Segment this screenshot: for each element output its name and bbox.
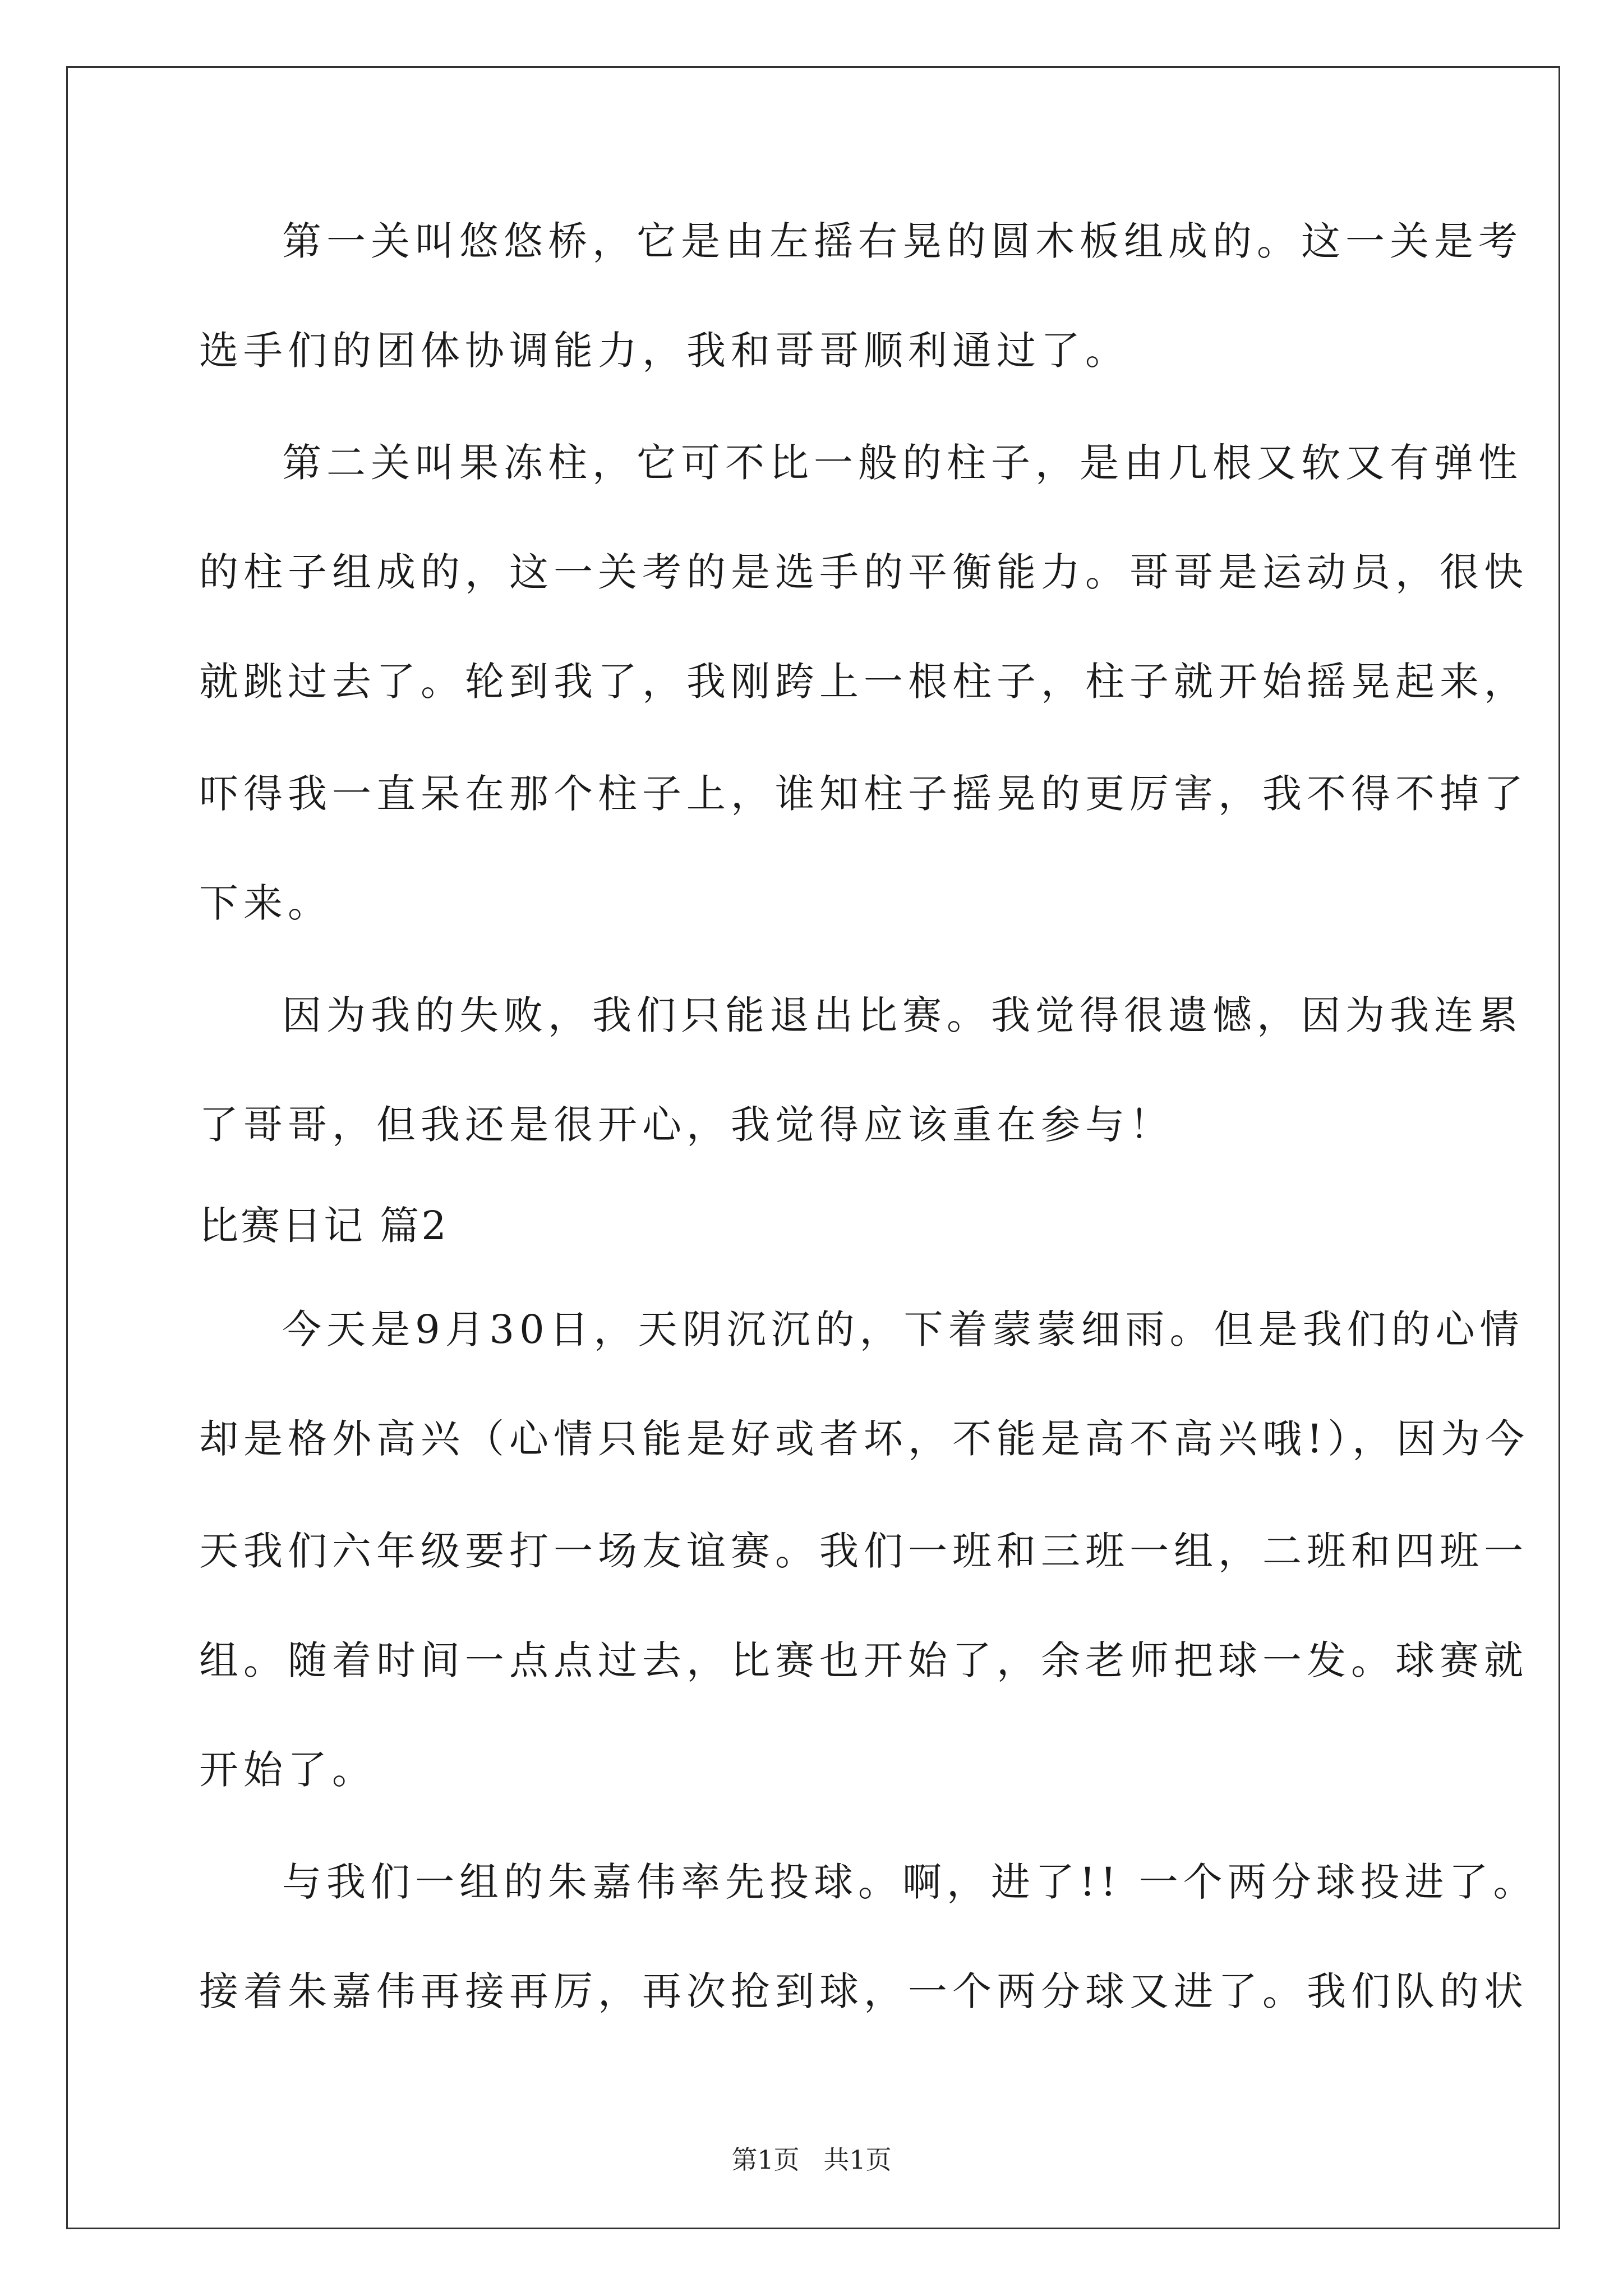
text-line: 因为我的失败，我们只能退出比赛。我觉得很遗憾，因为我连累 [282,992,1523,1038]
page-footer [0,2143,1623,2177]
page-number-total: 共1页 [823,2145,892,2175]
text-line: 吓得我一直呆在那个柱子上，谁知柱子摇晃的更厉害，我不得不掉了 [199,771,1528,817]
text-line: 却是格外高兴（心情只能是好或者坏，不能是高不高兴哦!），因为今 [199,1416,1530,1462]
text-line: 了哥哥，但我还是很开心，我觉得应该重在参与！ [199,1102,1174,1148]
text-line: 今天是9月30日，天阴沉沉的，下着蒙蒙细雨。但是我们的心情 [282,1306,1524,1352]
text-line: 就跳过去了。轮到我了，我刚跨上一根柱子，柱子就开始摇晃起来， [199,659,1528,705]
text-line: 天我们六年级要打一场友谊赛。我们一班和三班一组，二班和四班一 [199,1528,1528,1574]
text-line: 第二关叫果冻柱，它可不比一般的柱子，是由几根又软又有弹性 [282,440,1523,486]
text-line: 选手们的团体协调能力，我和哥哥顺利通过了。 [199,328,1129,374]
text-line: 第一关叫悠悠桥，它是由左摇右晃的圆木板组成的。这一关是考 [282,218,1523,264]
text-line: 开始了。 [199,1747,376,1793]
page-number-current: 第1页 [731,2145,800,2175]
text-line: 组。随着时间一点点过去，比赛也开始了，余老师把球一发。球赛就 [199,1637,1528,1683]
text-line: 下来。 [199,880,332,926]
text-line: 与我们一组的朱嘉伟率先投球。啊，进了!! 一个两分球投进了。 [282,1859,1538,1905]
section-heading: 比赛日记 篇2 [199,1203,449,1249]
text-line: 的柱子组成的，这一关考的是选手的平衡能力。哥哥是运动员，很快 [199,549,1528,595]
text-line: 接着朱嘉伟再接再厉，再次抢到球，一个两分球又进了。我们队的状 [199,1968,1528,2014]
